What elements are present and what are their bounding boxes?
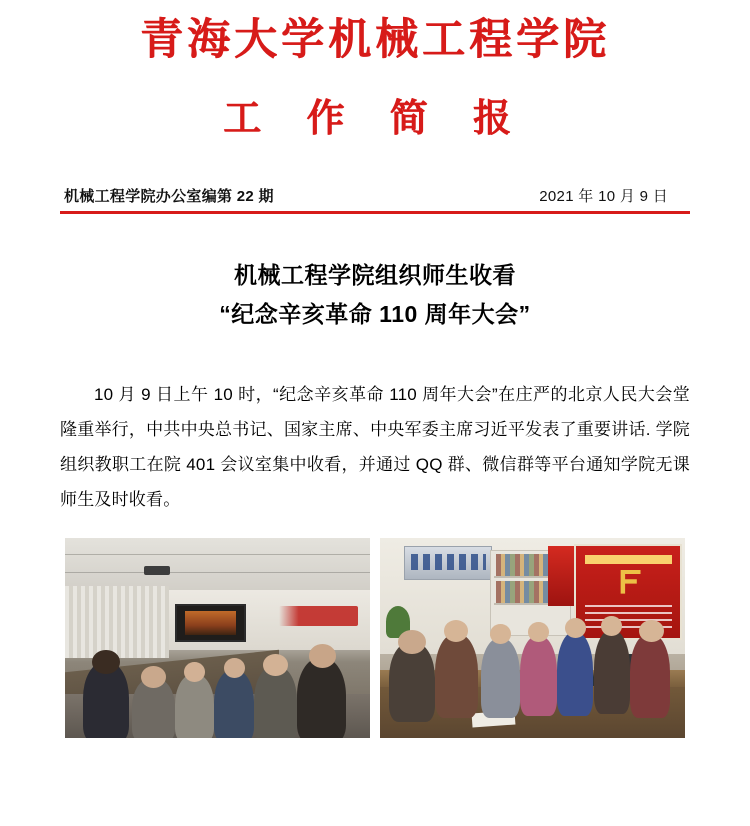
person [520,636,557,716]
person [557,632,594,716]
person-head [141,666,165,688]
issue-info-row [60,185,690,214]
ceiling-line [65,572,370,573]
person [389,642,435,722]
photo-office-right [380,538,685,738]
person-head [92,650,119,674]
person [175,674,215,738]
projector-icon [144,566,170,575]
person [435,634,478,718]
projection-screen [175,604,246,642]
ceiling [65,538,370,590]
party-board-title [585,555,672,564]
person-head [398,630,425,654]
person [594,630,631,714]
banner-text [411,554,486,570]
person [630,634,670,718]
issue-number: 机械工程学院办公室编第 22 期 [64,188,274,206]
person [297,658,346,738]
person-head [639,620,663,642]
article-paragraph: 10 月 9 日上午 10 时，“纪念辛亥革命 110 周年大会”在庄严的北京人民大会堂隆重举行，中共中央总书记、国家主席、中央军委主席习近平发表了重要讲话. 学院组织教职工在院 401 会议室集中收看，并通过 QQ 群、微信群等平台通知学院无课师生及时收看。 [60,385,690,509]
photo-row [60,538,690,738]
person-head [444,620,468,642]
person-head [184,662,205,682]
person [254,666,297,738]
masthead [60,0,690,141]
party-emblem-icon [616,570,641,594]
screen-image [185,611,236,635]
article-title [60,256,690,334]
wall-slogan [279,606,358,626]
issue-date: 2021 年 10 月 9 日 [539,188,668,206]
article-title-line1: 机械工程学院组织师生收看 [234,262,516,289]
person-head [528,622,549,642]
person [214,670,254,738]
article-body [60,378,690,517]
person-head [224,658,245,678]
article-title-line2: “纪念辛亥革命 110 周年大会” [219,301,531,328]
person-head [263,654,287,676]
party-board [574,544,682,640]
masthead-title-line1: 青海大学机械工程学院 [140,15,610,65]
person [481,638,521,718]
masthead-title-line2: 工 作 简 报 [223,94,527,140]
person-head [490,624,511,644]
curtain [65,586,169,658]
person-head [309,644,336,668]
photo-meeting-room-left [65,538,370,738]
person-head [565,618,586,638]
red-panel [548,546,575,606]
ceiling-line [65,554,370,555]
wall-banner [404,546,491,580]
